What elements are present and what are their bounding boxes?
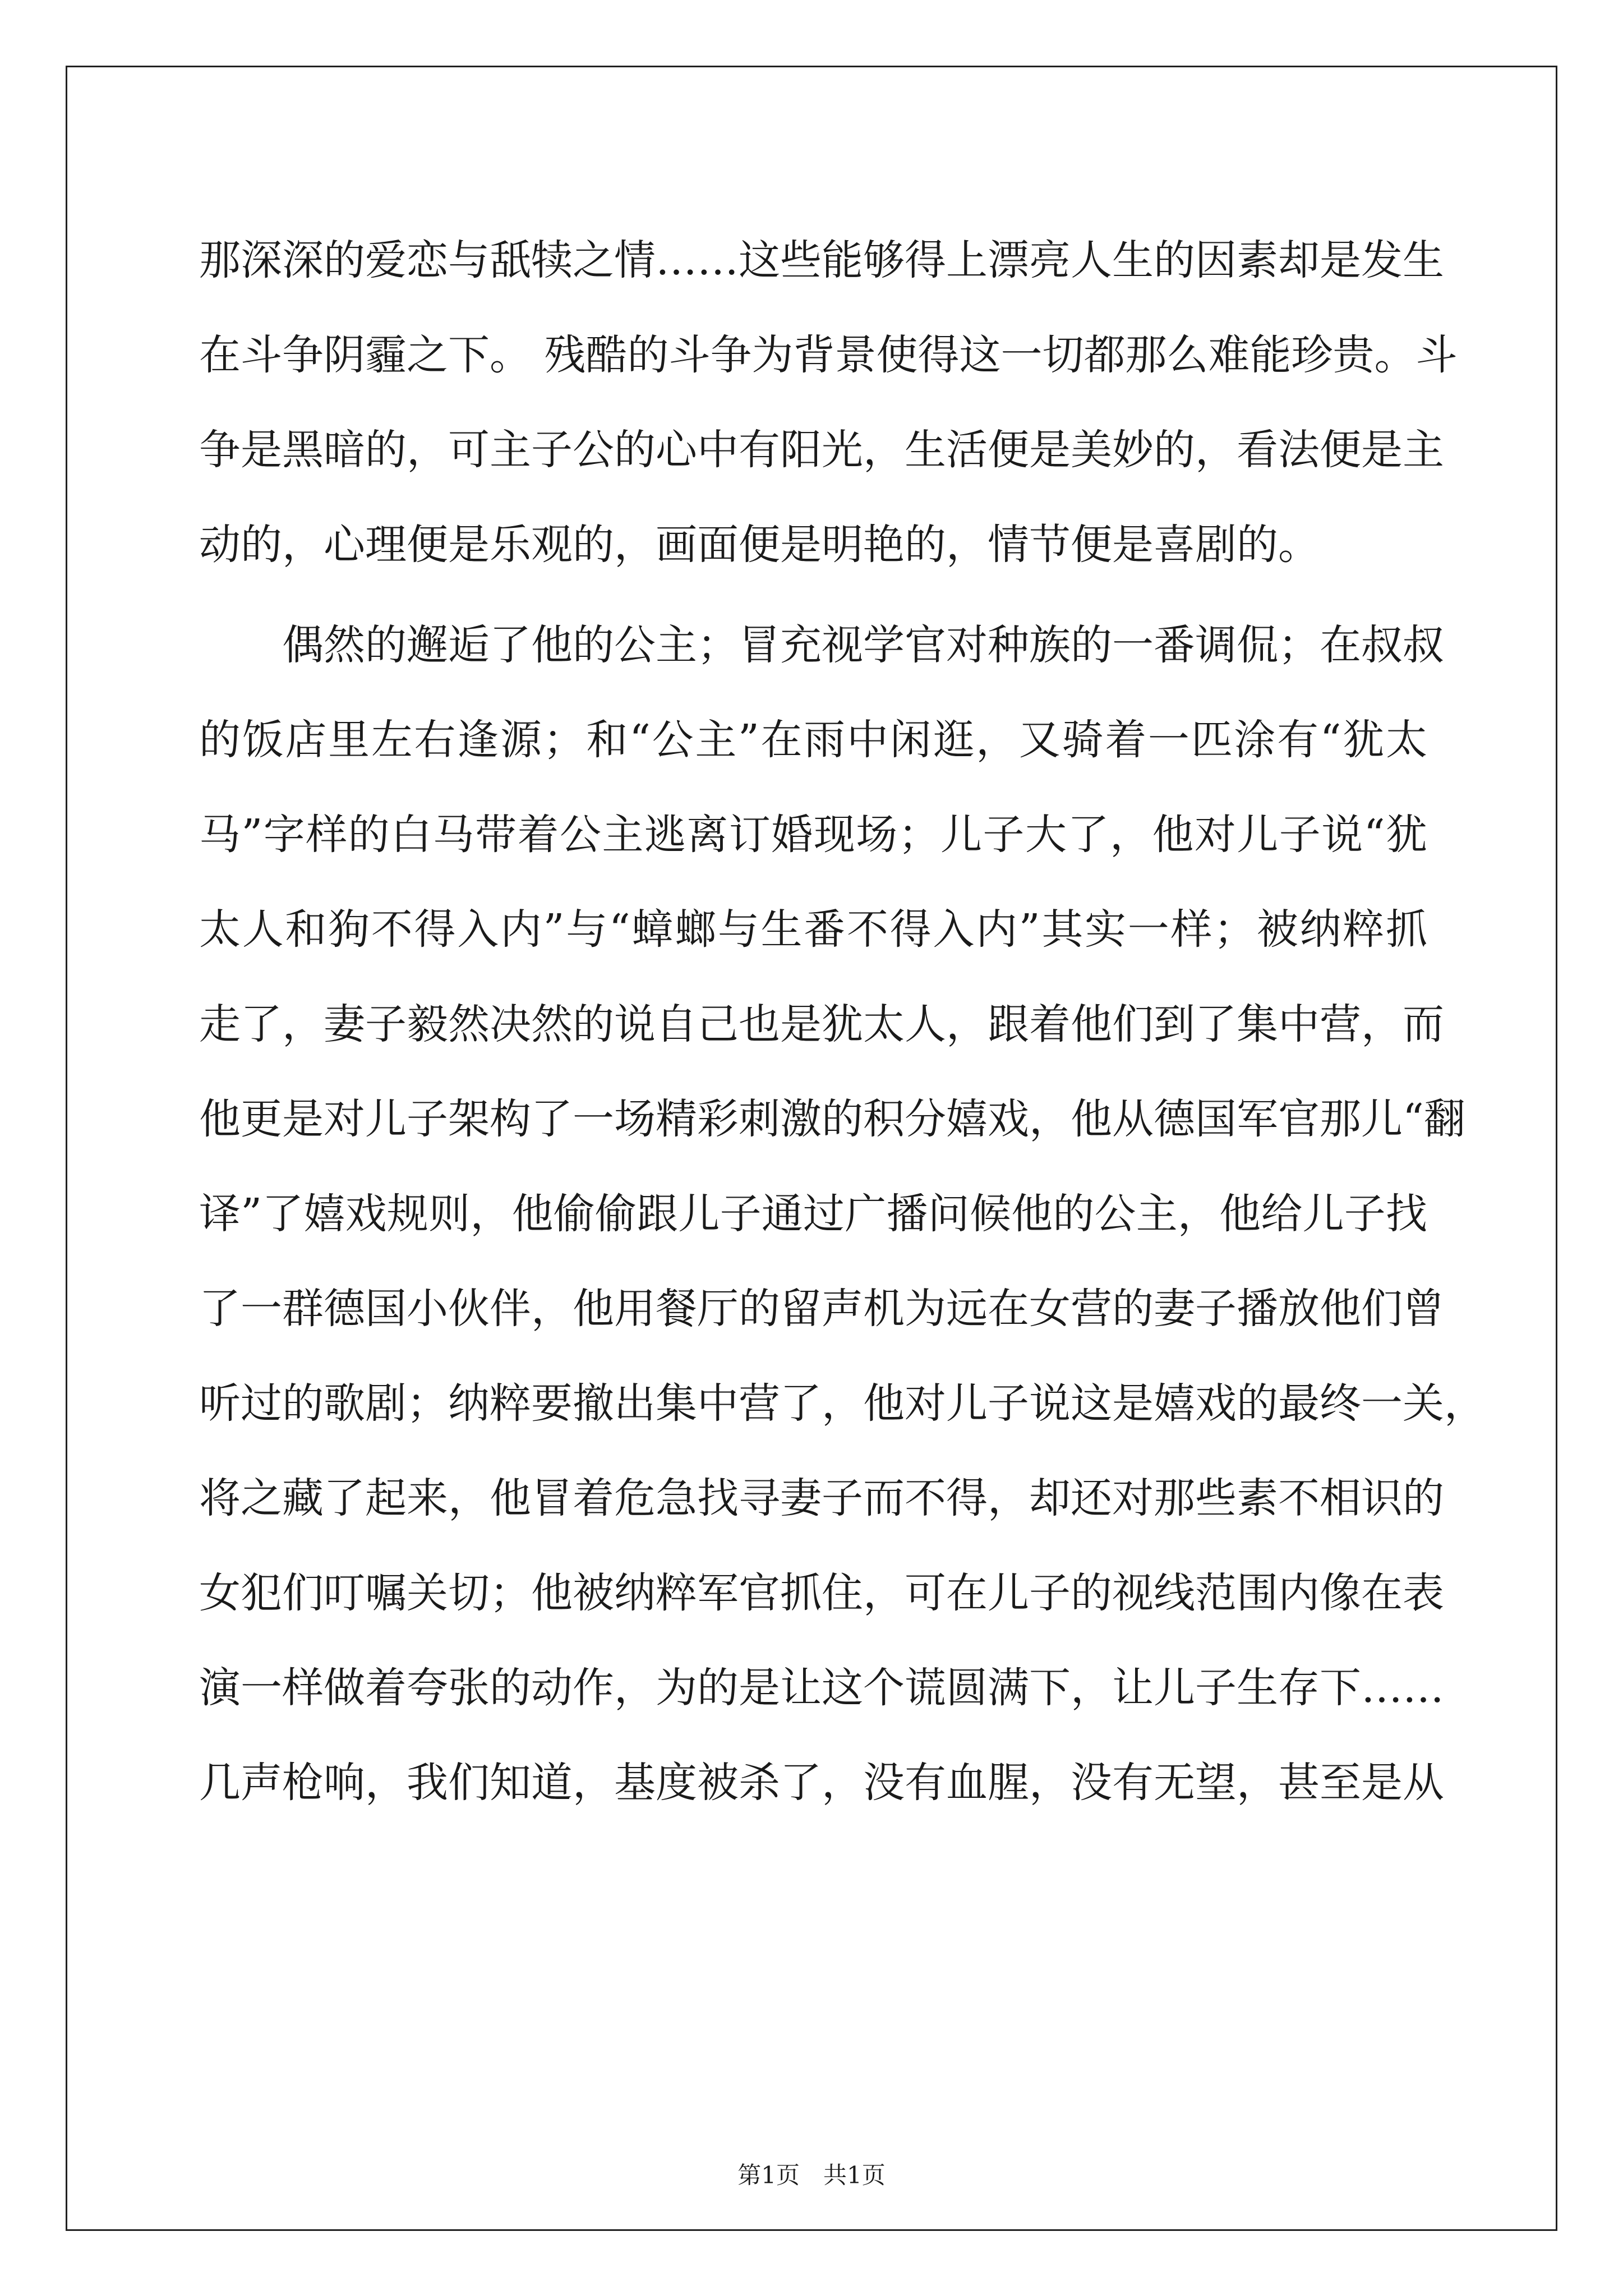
text-line: 偶然的邂逅了他的公主；冒充视学官对种族的一番调侃；在叔叔 (199, 621, 1444, 669)
text-line: 马”字样的白马带着公主逃离订婚现场；儿子大了，他对儿子说“犹 (199, 811, 1427, 859)
text-line: 听过的歌剧；纳粹要撤出集中营了，他对儿子说这是嬉戏的最终一关， (199, 1379, 1486, 1428)
text-line: 动的，心理便是乐观的，画面便是明艳的，情节便是喜剧的。 (199, 521, 1320, 569)
paragraph-2 (199, 598, 1486, 1830)
text-line: 在斗争阴霾之下。 残酷的斗争为背景使得这一切都那么难能珍贵。斗 (199, 331, 1458, 379)
paragraph-gap (199, 592, 1427, 598)
text-line: 将之藏了起来，他冒着危急找寻妻子而不得，却还对那些素不相识的 (199, 1474, 1444, 1522)
text-line: 几声枪响，我们知道，基度被杀了，没有血腥，没有无望，甚至是从 (199, 1759, 1444, 1807)
text-line: 演一样做着夸张的动作，为的是让这个谎圆满下，让儿子生存下…… (199, 1664, 1444, 1712)
text-line: 女犯们叮嘱关切；他被纳粹军官抓住，可在儿子的视线范围内像在表 (199, 1569, 1444, 1617)
text-line: 他更是对儿子架构了一场精彩刺激的积分嬉戏，他从德国军官那儿“翻 (199, 1095, 1465, 1143)
text-line: 那深深的爱恋与舐犊之情……这些能够得上漂亮人生的因素却是发生 (199, 236, 1444, 284)
text-line: 走了，妻子毅然决然的说自己也是犹太人，跟着他们到了集中营，而 (199, 1000, 1444, 1048)
page-footer (0, 2157, 1623, 2191)
text-line: 了一群德国小伙伴，他用餐厅的留声机为远在女营的妻子播放他们曾 (199, 1285, 1444, 1333)
text-line: 太人和狗不得入内”与“蟑螂与生番不得入内”其实一样；被纳粹抓 (199, 905, 1427, 954)
text-line: 译”了嬉戏规则，他偷偷跟儿子通过广播问候他的公主，他给儿子找 (199, 1190, 1427, 1238)
text-line: 争是黑暗的，可主子公的心中有阳光，生活便是美妙的，看法便是主 (199, 426, 1444, 474)
paragraph-1 (199, 213, 1458, 592)
text-line: 的饭店里左右逢源；和“公主”在雨中闲逛，又骑着一匹涂有“犹太 (199, 716, 1427, 764)
page-number: 第1页 共1页 (737, 2161, 886, 2189)
document-body (199, 213, 1486, 1830)
